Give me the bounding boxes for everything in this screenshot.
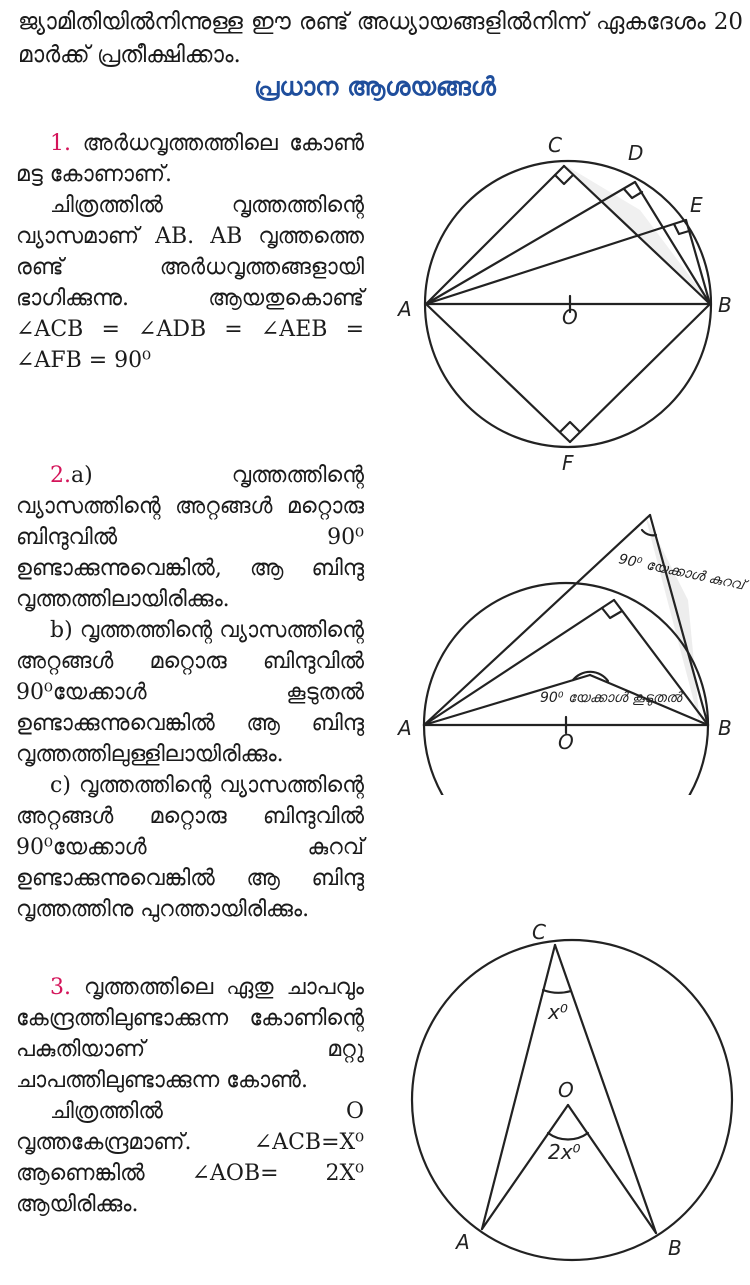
label-b-2: B	[718, 716, 732, 740]
label-a-3: A	[456, 1230, 470, 1254]
label-b-3: B	[668, 1236, 682, 1260]
label-o-2: O	[558, 730, 574, 754]
figure-semicircle-angles	[380, 120, 750, 480]
section-1-para-1	[16, 128, 364, 190]
label-o: O	[562, 305, 578, 329]
label-e: E	[690, 193, 703, 217]
label-a-2: A	[398, 716, 412, 740]
label-c-3: C	[532, 920, 546, 944]
section-1-text-1: അർധവൃത്തത്തിലെ കോൺ മട്ട കോണാണ്.	[16, 131, 364, 187]
section-2-para-c: c) വൃത്തത്തിന്റെ വ്യാസത്തിന്റെ അറ്റങ്ങൾ മറ്റൊരു ബിന്ദുവിൽ 90⁰യേക്കാൾ കുറവ് ഉണ്ടാക്കുന്നുവെങ്കിൽ ആ ബിന്ദു വൃത്തത്തിനു പുറത്തായിരിക്കും.	[16, 773, 364, 922]
figure-central-angle	[400, 915, 750, 1285]
section-3	[16, 972, 364, 1220]
section-2-text-a: a) വൃത്തത്തിന്റെ വ്യാസത്തിന്റെ അറ്റങ്ങൾ മറ്റൊരു ബിന്ദുവിൽ 90⁰ ഉണ്ടാക്കുന്നുവെങ്കിൽ, ആ ബിന്ദു വൃത്തത്തിലായിരിക്കും.	[16, 463, 364, 612]
section-3-number: 3.	[50, 975, 71, 1000]
label-f: F	[562, 451, 574, 475]
label-o-3: O	[558, 1078, 574, 1102]
section-heading: പ്രധാന ആശയങ്ങൾ	[254, 72, 496, 101]
note-inside: 90⁰ യേക്കാൾ കൂടുതൽ	[540, 690, 682, 706]
section-2-para-b: b) വൃത്തത്തിന്റെ വ്യാസത്തിന്റെ അറ്റങ്ങൾ മറ്റൊരു ബിന്ദുവിൽ 90⁰യേക്കാൾ കൂടുതൽ ഉണ്ടാക്കുന്നുവെങ്കിൽ ആ ബിന്ദു വൃത്തത്തിലുള്ളിലായിരിക്കും.	[16, 618, 364, 767]
section-3-para-2: ചിത്രത്തിൽ O വൃത്തകേന്ദ്രമാണ്. ∠ACB=X⁰ ആണെങ്കിൽ ∠AOB= 2X⁰ ആയിരിക്കും.	[16, 1099, 364, 1217]
section-3-text-1: വൃത്തത്തിലെ ഏതു ചാപവും കേന്ദ്രത്തിലുണ്ടാക്കുന്ന കോണിന്റെ പകുതിയാണ് മറ്റു ചാപത്തിലുണ്ടാക്കുന്ന കോൺ.	[16, 975, 364, 1093]
label-2x: 2x⁰	[548, 1140, 581, 1164]
section-3-para-1	[16, 972, 364, 1096]
figure-point-position	[380, 505, 750, 795]
section-1-number: 1.	[50, 131, 71, 156]
label-b: B	[718, 293, 732, 317]
circle-2	[424, 583, 708, 795]
note-outside: 90⁰ യേക്കാൾ കുറവ്	[617, 551, 746, 594]
section-2-para-a	[16, 460, 364, 615]
label-a: A	[398, 297, 412, 321]
section-1	[16, 128, 364, 376]
section-2-number: 2.	[50, 463, 71, 488]
section-1-para-2: ചിത്രത്തിൽ വൃത്തത്തിന്റെ വ്യാസമാണ് AB. AB വൃത്തത്തെ രണ്ട് അർധവൃത്തങ്ങളായി ഭാഗിക്കുന്നു. ആയതുകൊണ്ട് ∠ACB = ∠ADB = ∠AEB = ∠AFB = 90⁰	[16, 193, 364, 373]
label-c: C	[548, 133, 562, 157]
intro-text: ജ്യാമിതിയിൽനിന്നുള്ള ഈ രണ്ട് അധ്യായങ്ങളിൽനിന്ന് ഏകദേശം 20 മാർക്ക് പ്രതീക്ഷിക്കാം.	[18, 9, 743, 68]
section-2	[16, 460, 364, 925]
label-d: D	[628, 141, 644, 165]
label-x: x⁰	[548, 1000, 568, 1024]
